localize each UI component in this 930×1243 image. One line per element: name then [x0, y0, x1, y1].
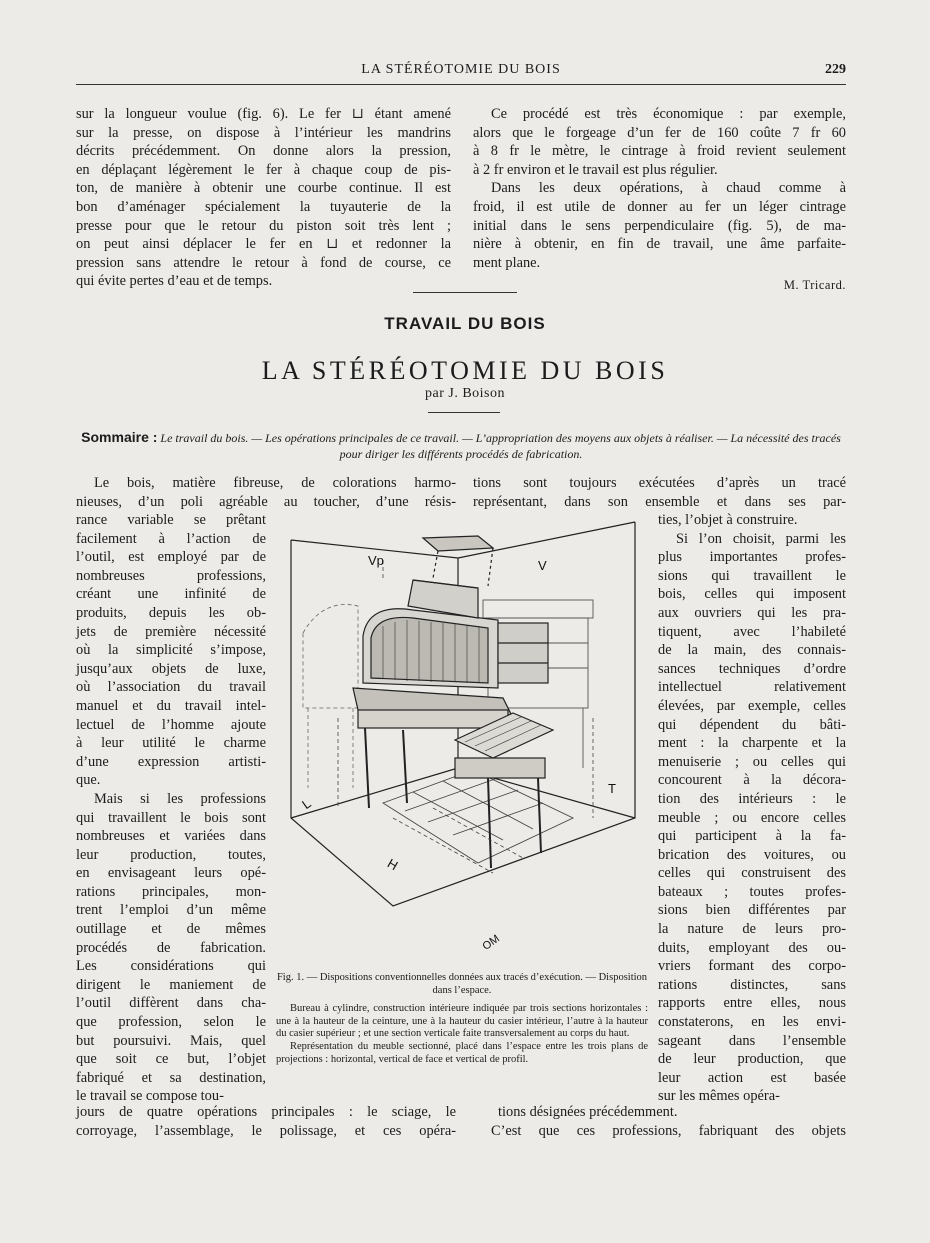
text-line: Si l’on choisit, parmi les — [676, 530, 846, 547]
text-line: leur production, toutes, — [76, 846, 266, 863]
text-line: manuel et du travail intel- — [76, 697, 266, 714]
text-line: Le bois, matière fibreuse, de colorations harmo- — [94, 475, 456, 491]
text-line: que. — [76, 772, 101, 789]
text-line: ment plane. — [473, 254, 541, 271]
text-line: tion des intérieurs : le — [658, 790, 846, 807]
page-number: 229 — [825, 62, 846, 77]
caption-body: Bureau à cylindre, construction intérieure indiquée par trois sections horizontales : une à la hauteur de la ceinture, une à la hauteur du casier intérieur, l’autre à la hauteur du casier supérieur ; et une section verticale faite transversalement au corps du haut. — [276, 1003, 648, 1040]
text-line: l’outil diffèrent dans cha- — [76, 995, 266, 1012]
plane-label-t: T — [608, 781, 616, 796]
text-line: Mais si les professions — [94, 790, 266, 807]
text-line: créant une infinité de — [76, 586, 266, 603]
plane-label-h: H — [384, 855, 401, 874]
text-line: d’une expression artisti- — [76, 753, 266, 770]
text-line: sions qui travaillent le — [658, 567, 846, 584]
text-line: pression sans attendre le retour à fond de course, ce — [76, 254, 451, 271]
text-line: en envisageant leurs opé- — [76, 865, 266, 882]
text-line: sur les mêmes opéra- — [658, 1088, 780, 1105]
text-line: rapports entre elles, nous — [658, 995, 846, 1012]
text-line: outillage et de mêmes — [76, 921, 266, 938]
text-line: jets de première nécessité — [76, 623, 266, 640]
text-line: tiquent, avec l’habileté — [658, 623, 846, 640]
text-line: en déplaçant légèrement le fer à chaque coup de pis- — [76, 161, 451, 178]
text-line: alors que le forgeage d’un fer de 160 coûte 7 fr 60 — [473, 124, 846, 141]
plane-label-vp: Vp — [368, 553, 384, 568]
text-line: on peut ainsi déplacer le fer en ⊔ et redonner la — [76, 236, 451, 253]
text-line: sions bien différentes par — [658, 902, 846, 919]
text-line: but poursuivi. Mais, quel — [76, 1032, 266, 1049]
caption-title: Fig. 1. — Dispositions conventionnelles données aux tracés d’exécution. — Disposition dans l’espace. — [276, 972, 648, 996]
right-bottom — [473, 1103, 846, 1140]
text-line: ties, l’objet à construire. — [658, 512, 798, 528]
text-line: plus importantes profes- — [658, 549, 846, 566]
text-line: qui participent à la fa- — [658, 828, 846, 845]
text-line: élevées, par exemple, celles — [658, 697, 846, 714]
running-header — [76, 60, 846, 85]
text-line: presse pour que le retour du piston soit très lent ; — [76, 217, 451, 234]
text-line: constaterons, en les envi- — [658, 1014, 846, 1031]
text-line: qui dépendent du bâti- — [658, 716, 846, 733]
text-line: jusqu’aux objets de luxe, — [76, 660, 266, 677]
text-line: duits, employant des ou- — [658, 939, 846, 956]
text-line: nieuses, d’un poli agréable au toucher, d’une résis- — [76, 493, 456, 510]
text-line: leur action est basée — [658, 1069, 846, 1086]
text-line: Les considérations qui — [76, 958, 266, 975]
text-line: ment : la charpente et la — [658, 735, 846, 752]
text-line: à 8 fr le mètre, le cintrage à froid revient seulement — [473, 143, 846, 160]
text-line: à leur utilité le charme — [76, 735, 266, 752]
text-line: Dans les deux opérations, à chaud comme à — [491, 180, 846, 197]
figure-caption — [276, 972, 648, 1066]
text-line: bateaux ; toutes profes- — [658, 883, 846, 900]
text-line: où l’association du travail — [76, 679, 266, 696]
text-line: initial dans le sens perpendiculaire (fig. 5), de ma- — [473, 217, 846, 234]
text-line: sances techniques d’ordre — [658, 660, 846, 677]
text-line: bois, celles qui imposent — [658, 586, 846, 603]
text-line: sur la longueur voulue (fig. 6). Le fer ⊔ étant amené — [76, 106, 451, 122]
text-line: nière à obtenir, en fin de travail, une âme parfaite- — [473, 236, 846, 253]
text-line: produits, depuis les ob- — [76, 604, 266, 621]
text-line: brication des voitures, ou — [658, 846, 846, 863]
text-line: jours de quatre opérations principales : le sciage, le — [76, 1104, 456, 1120]
right-intro — [473, 474, 846, 511]
text-line: représentant, dans son ensemble et dans ses par- — [473, 493, 846, 510]
text-line: celles qui construisent des — [658, 865, 846, 882]
text-line: facilement à l’action de — [76, 530, 266, 547]
summary-text: Le travail du bois. — Les opérations principales de ce travail. — L’appropriation des moyens aux objets à réaliser. — La nécessité des tracés pour diriger les différents procédés de fabrication. — [160, 431, 841, 461]
cylinder-desk-figure — [283, 518, 643, 978]
text-line: rance variable se prêtant — [76, 512, 266, 528]
left-intro — [76, 474, 456, 511]
text-line: C’est que ces professions, fabriquant des objets — [491, 1122, 846, 1139]
text-line: corroyage, l’assemblage, le polissage, et ces opéra- — [76, 1122, 456, 1139]
text-line: sageant dans l’ensemble — [658, 1032, 846, 1049]
text-line: fabriqué et sa destination, — [76, 1069, 266, 1086]
text-line: de leur production, que — [658, 1051, 846, 1068]
text-line: à 2 fr environ et le travail est plus régulier. — [473, 161, 718, 178]
text-line: lectuel de l’homme ajoute — [76, 716, 266, 733]
section-heading: TRAVAIL DU BOIS — [384, 314, 546, 333]
separator-rule — [413, 292, 517, 293]
left-bottom — [76, 1103, 456, 1140]
text-line: menuiserie ; ou celles qui — [658, 753, 846, 770]
plane-label-l: L — [299, 795, 314, 813]
text-line: procédés de fabrication. — [76, 939, 266, 956]
text-line: froid, il est utile de donner au fer un léger cintrage — [473, 198, 846, 215]
text-line: ton, de manière à obtenir une courbe continue. Il est — [76, 180, 451, 197]
top-left-column — [76, 105, 451, 291]
plane-label-v: V — [538, 558, 547, 573]
text-line: dirigent le maniement de — [76, 976, 266, 993]
text-line: de la main, des connais- — [658, 642, 846, 659]
text-line: où la simplicité s’impose, — [76, 642, 266, 659]
top-right-column — [473, 105, 846, 295]
plane-label-om: OM — [480, 932, 502, 953]
text-line: tions sont toujours exécutées d’après un tracé — [473, 475, 846, 491]
title-rule — [428, 412, 500, 413]
text-line: rations distinctes, sans — [658, 976, 846, 993]
text-line: trent l’emploi d’un même — [76, 902, 266, 919]
author-signature: M. Tricard. — [783, 278, 846, 293]
text-line: nombreuses et variées dans — [76, 828, 266, 845]
text-line: nombreuses professions, — [76, 567, 266, 584]
text-line: bon d’aménager spécialement la tuyauterie de la — [76, 198, 451, 215]
text-line: l’outil, est employé par de — [76, 549, 266, 566]
byline: par J. Boison — [425, 386, 505, 401]
text-line: que soit ce but, l’objet — [76, 1051, 266, 1068]
left-narrow-column — [76, 511, 266, 1106]
summary-label: Sommaire : — [81, 429, 158, 445]
text-line: qui évite pertes d’eau et de temps. — [76, 273, 273, 290]
text-line: meuble ; ou encore celles — [658, 809, 846, 826]
text-line: sur la presse, on dispose à l’intérieur les mandrins — [76, 124, 451, 141]
text-line: aux ouvriers qui les pra- — [658, 604, 846, 621]
right-narrow-column — [658, 511, 846, 1106]
text-line: la nature de leurs pro- — [658, 921, 846, 938]
text-line: Ce procédé est très économique : par exemple, — [491, 106, 846, 122]
text-line: rations principales, mon- — [76, 883, 266, 900]
article-title: LA STÉRÉOTOMIE DU BOIS — [261, 356, 669, 385]
text-line: concourent à la décora- — [658, 772, 846, 789]
caption-body: Représentation du meuble sectionné, placé dans l’espace entre les trois plans de projections : horizontal, vertical de face et vertical de profil. — [276, 1040, 648, 1065]
text-line: décrits précédemment. On donne alors la pression, — [76, 143, 451, 160]
text-line: que profession, selon le — [76, 1014, 266, 1031]
text-line: tions désignées précédemment. — [498, 1104, 678, 1120]
text-line: vriers formant des corpo- — [658, 958, 846, 975]
text-line: le travail se compose tou- — [76, 1088, 224, 1105]
running-title: LA STÉRÉOTOMIE DU BOIS — [361, 62, 561, 77]
text-line: intellectuel relativement — [658, 679, 846, 696]
summary — [76, 429, 846, 462]
text-line: qui travaillent le bois sont — [76, 809, 266, 826]
